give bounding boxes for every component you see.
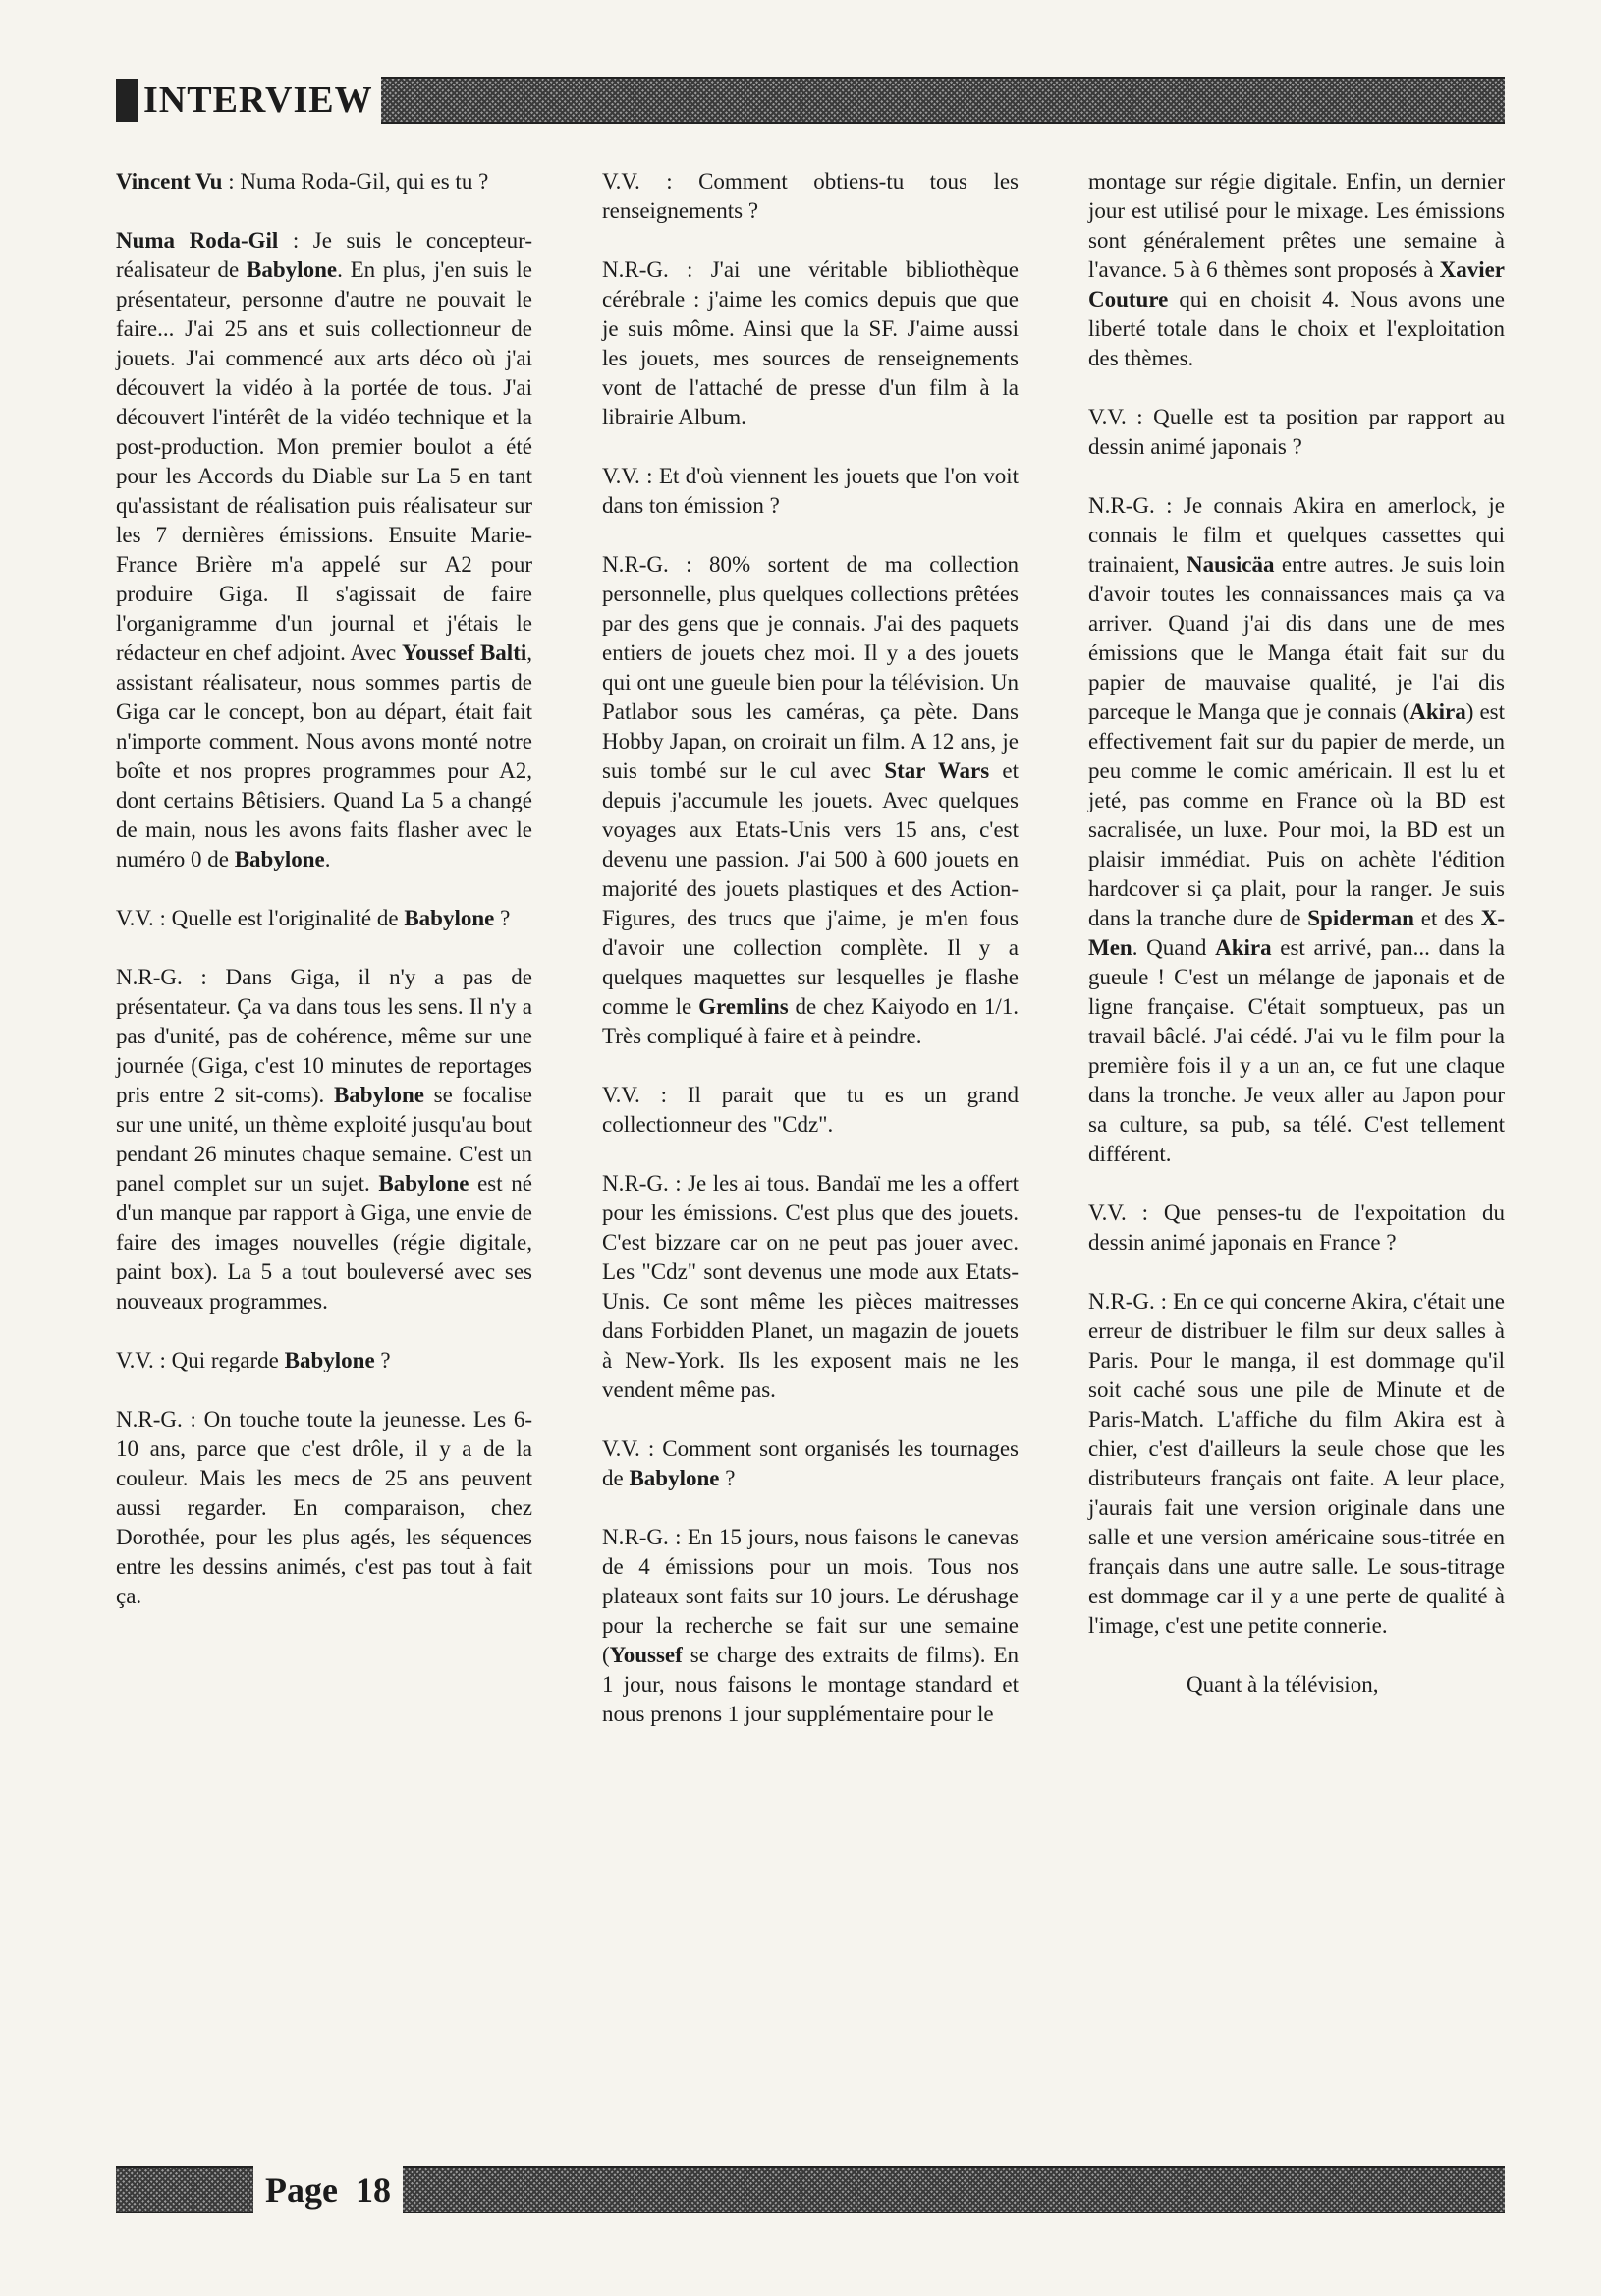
paragraph: V.V. : Il parait que tu es un grand collectionneur des "Cdz". bbox=[602, 1083, 1019, 1137]
paragraph bbox=[116, 167, 532, 196]
text: N.R-G. : Je connais Akira en amerlock, je connais le film et quelques cassettes qui trainaient, bbox=[1088, 493, 1505, 577]
text: N.R-G. : Dans Giga, il n'y a pas de présentateur. Ça va dans tous les sens. Il n'y a pas d'unité, pas de cohérence, même sur une journée (Giga, c'est 10 minutes de reportages pris entre 2 sit-coms). bbox=[116, 965, 532, 1107]
paragraph bbox=[116, 904, 532, 933]
emphasis: Youssef Balti bbox=[402, 641, 527, 665]
paragraph bbox=[602, 1434, 1019, 1493]
section-title: INTERVIEW bbox=[143, 80, 373, 121]
text: se focalise sur une unité, un thème exploité jusqu'au bout pendant 26 minutes chaque semaine. C'est un panel complet sur un sujet. bbox=[116, 1083, 532, 1196]
emphasis: Youssef bbox=[609, 1643, 683, 1667]
article-body bbox=[116, 167, 1505, 2093]
paragraph: N.R-G. : En ce qui concerne Akira, c'était une erreur de distribuer le film sur deux salles à Paris. Pour le manga, il est dommage qu'il soit caché sous une pile de Minute et de Paris-Match. L'affiche du film Akira est à chier, c'est d'ailleurs la seule chose que les distributeurs français ont faite. A leur place, j'aurais fait une version originale dans une salle et une version américaine sous-titrée en français dans une autre salle. Le sous-titrage est dommage car il y a une perte de qualité à l'image, c'est une petite connerie. bbox=[1088, 1289, 1505, 1638]
paragraph bbox=[1088, 491, 1505, 1169]
text: est arrivé, pan... dans la gueule ! C'est un mélange de japonais et de ligne française. C'était somptueux, pas un travail bâclé. J'ai cédé. J'ai vu le film pour la première fois il y a un an, ce fut une claque dans la tronche. Je veux aller au Japon pour sa culture, sa pub, sa télé. C'est tellement différent. bbox=[1088, 935, 1505, 1166]
text: qui en choisit 4. Nous avons une liberté totale dans le choix et l'exploitation des thèmes. bbox=[1088, 287, 1505, 370]
paragraph: V.V. : Quelle est ta position par rapport au dessin animé japonais ? bbox=[1088, 405, 1505, 459]
emphasis: Xavier Couture bbox=[1088, 257, 1505, 311]
text: et des bbox=[1413, 906, 1481, 930]
page-number-value: 18 bbox=[355, 2170, 391, 2210]
text: montage sur régie digitale. Enfin, un dernier jour est utilisé pour le mixage. Les émissions sont généralement prêtes une semaine à l'avance. 5 à 6 thèmes sont proposés à bbox=[1088, 169, 1505, 282]
emphasis: Babylone bbox=[404, 906, 495, 930]
emphasis: Babylone bbox=[284, 1348, 375, 1372]
emphasis: Akira bbox=[1215, 935, 1272, 960]
text: et depuis j'accumule les jouets. Avec quelques voyages aux Etats-Unis vers 15 ans, c'est devenu une passion. J'ai 500 à 600 jouets en majorité des jouets plastiques et des Action-Figures, des trucs que j'aime, je m'en fous d'avoir une collection complète. Il y a quelques maquettes sur lesquelles je flashe comme le bbox=[602, 758, 1019, 1019]
page-footer bbox=[116, 2166, 1505, 2213]
emphasis: Babylone bbox=[378, 1171, 469, 1196]
paragraph bbox=[116, 1346, 532, 1375]
column-1 bbox=[116, 167, 532, 2093]
emphasis: Babylone bbox=[333, 1083, 424, 1107]
speaker-name: Numa Roda-Gil bbox=[116, 228, 279, 252]
emphasis: Nausicäa bbox=[1187, 552, 1275, 577]
paragraph bbox=[602, 550, 1019, 1051]
paragraph: V.V. : Que penses-tu de l'expoitation du dessin animé japonais en France ? bbox=[1088, 1201, 1505, 1255]
emphasis: X-Men bbox=[1088, 906, 1505, 960]
text: ? bbox=[374, 1348, 391, 1372]
text: . bbox=[324, 847, 331, 871]
emphasis: Star Wars bbox=[884, 758, 990, 783]
page-number bbox=[253, 2169, 403, 2211]
paragraph bbox=[602, 1523, 1019, 1729]
column-2 bbox=[602, 167, 1019, 2093]
header-pattern bbox=[381, 77, 1505, 124]
text: de chez Kaiyodo en 1/1. Très compliqué à faire et à peindre. bbox=[602, 994, 1019, 1048]
text: : Je suis le concepteur-réalisateur de bbox=[116, 228, 532, 282]
footer-pattern-left bbox=[116, 2166, 253, 2213]
speaker-name: Vincent Vu bbox=[116, 169, 223, 194]
paragraph bbox=[116, 226, 532, 874]
paragraph bbox=[116, 963, 532, 1316]
text: ) est effectivement fait sur du papier de merde, un peu comme le comic américain. Il est lu et jeté, pas comme en France où la BD est sacralisée, un luxe. Pour moi, la BD est un plaisir immédiat. Puis on achète l'édition hardcover si ça plait, pour la ranger. Je suis dans la tranche dure de bbox=[1088, 700, 1505, 930]
footer-pattern-right bbox=[403, 2166, 1505, 2213]
text: : Numa Roda-Gil, qui es tu ? bbox=[222, 169, 489, 194]
text: V.V. : Comment sont organisés les tournages de bbox=[602, 1436, 1019, 1490]
paragraph: N.R-G. : J'ai une véritable bibliothèque cérébrale : j'aime les comics depuis que que je suis môme. Ainsi que la SF. J'aime aussi les jouets, mes sources de renseignements vont de l'attaché de presse d'un film à la librairie Album. bbox=[602, 257, 1019, 429]
paragraph: N.R-G. : On touche toute la jeunesse. Les 6-10 ans, parce que c'est drôle, il y a de la couleur. Mais les mecs de 25 ans peuvent aussi regarder. En comparaison, chez Dorothée, pour les plus agés, les séquences entre les dessins animés, c'est pas tout à fait ça. bbox=[116, 1407, 532, 1608]
column-3 bbox=[1088, 167, 1505, 2093]
text: entre autres. Je suis loin d'avoir toutes les connaissances mais ça va arriver. Quand j'ai dis dans une de mes émissions que le Manga était fait sur du papier de mauvaise qualité, je l'ai dis parceque le Manga que je connais ( bbox=[1088, 552, 1505, 724]
text: V.V. : Qui regarde bbox=[116, 1348, 285, 1372]
text: . En plus, j'en suis le présentateur, personne d'autre ne pouvait le faire... J'ai 25 ans et suis collectionneur de jouets. J'ai commencé aux arts déco où j'ai découvert la vidéo à la portée de tous. J'ai découvert l'intérêt de la vidéo technique et la post-production. Mon premier boulot a été pour les Accords du Diable sur La 5 en tant qu'assistant de réalisation puis réalisateur sur les 7 dernières émissions. Ensuite Marie-France Brière m'a appelé sur A2 pour produire Giga. Il s'agissait de faire l'organigramme d'un journal et j'étais le rédacteur en chef adjoint. Avec bbox=[116, 257, 532, 665]
text: est né d'un manque par rapport à Giga, une envie de faire des images nouvelles (régie digitale, paint box). La 5 a tout bouleversé avec ses nouveaux programmes. bbox=[116, 1171, 532, 1314]
paragraph: V.V. : Comment obtiens-tu tous les renseignements ? bbox=[602, 169, 1019, 223]
text: , assistant réalisateur, nous sommes partis de Giga car le concept, bon au départ, était fait n'importe comment. Nous avons monté notre boîte et nos propres programmes pour A2, dont certains Bêtisiers. Quand La 5 a changé de main, nous les avons faits flasher avec le numéro 0 de bbox=[116, 641, 532, 871]
emphasis: Gremlins bbox=[698, 994, 789, 1019]
paragraph bbox=[1088, 167, 1505, 373]
paragraph: Quant à la télévision, bbox=[1187, 1672, 1379, 1697]
paragraph: N.R-G. : Je les ai tous. Bandaï me les a offert pour les émissions. C'est plus que des jouets. C'est bizzare car on ne peut pas jouer avec. Les "Cdz" sont devenus une mode aux Etats-Unis. Ce sont même les pièces maitresses dans Forbidden Planet, un magazin de jouets à New-York. Ils les exposent mais ne les vendent même pas. bbox=[602, 1171, 1019, 1402]
header-block bbox=[116, 79, 138, 122]
paragraph: V.V. : Et d'où viennent les jouets que l'on voit dans ton émission ? bbox=[602, 464, 1019, 518]
emphasis: Babylone bbox=[234, 847, 325, 871]
page-header bbox=[116, 77, 1505, 124]
text: N.R-G. : En 15 jours, nous faisons le canevas de 4 émissions pour un mois. Tous nos plateaux sont faits sur 10 jours. Le dérushage pour la recherche se fait sur une semaine ( bbox=[602, 1525, 1019, 1667]
text: ? bbox=[494, 906, 511, 930]
emphasis: Spiderman bbox=[1307, 906, 1414, 930]
text: V.V. : Quelle est l'originalité de bbox=[116, 906, 405, 930]
text: N.R-G. : 80% sortent de ma collection personnelle, plus quelques collections prêtées par des gens que je connais. J'ai des paquets entiers de jouets chez moi. Il y a des jouets qui ont une gueule bien pour la télévision. Un Patlabor sous les caméras, ça pète. Dans Hobby Japan, on croirait un film. A 12 ans, je suis tombé sur le cul avec bbox=[602, 552, 1019, 783]
emphasis: Babylone bbox=[247, 257, 338, 282]
text: se charge des extraits de films). En 1 jour, nous faisons le montage standard et nous prenons 1 jour supplémentaire pour le bbox=[602, 1643, 1019, 1726]
text: ? bbox=[719, 1466, 736, 1490]
page-label: Page bbox=[265, 2170, 338, 2210]
emphasis: Akira bbox=[1409, 700, 1466, 724]
text: . Quand bbox=[1132, 935, 1216, 960]
emphasis: Babylone bbox=[629, 1466, 720, 1490]
